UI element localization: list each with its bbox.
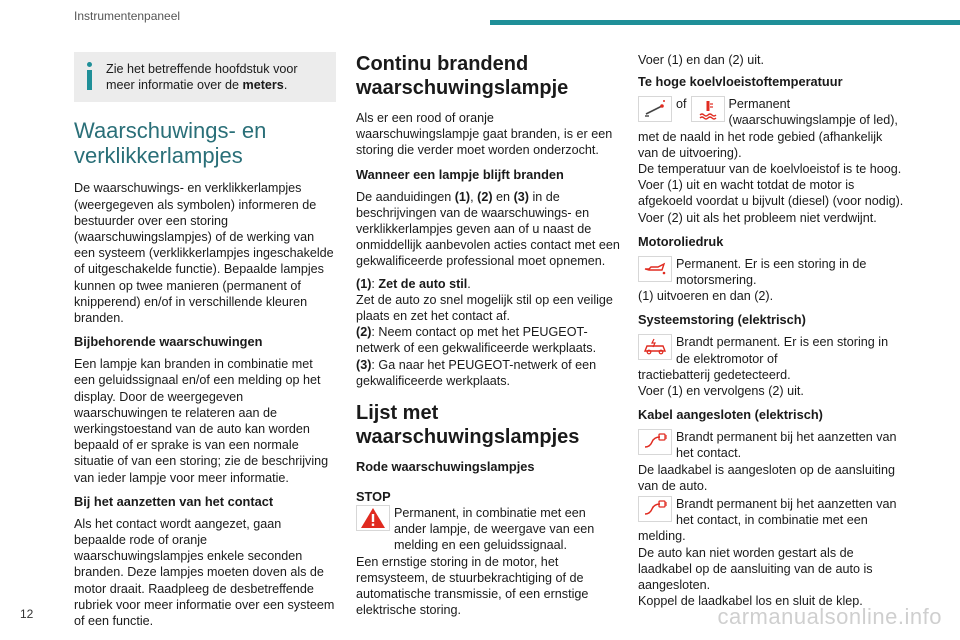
coolant-gauge-icon [638,96,672,122]
info-end: . [283,78,288,93]
section-title-continu: Continu brandend waarschuwingslampje [356,53,569,99]
stop-label: STOP [356,489,391,505]
list-key: (1) [356,276,372,291]
list-key: (2) [356,325,372,340]
text-run: , [470,189,478,204]
list-key: (3) [356,357,372,372]
paragraph-bijbehorende: Een lampje kan branden in combinatie met een geluidssignaal en/of een melding op het display. Door de weergegeven waarschuwingen te relateren aan de werkingstoestand van de auto kan worden bepaald of er sprake is van een normale situatie of van een storing; zie de beschrijving van ieder lampje voor meer informatie. [74,357,329,485]
list-item-1 [356,276,620,292]
list-item-2 [356,324,620,356]
cable-text-2: Brandt permanent bij het aanzetten van het contact, in combinatie met een [676,497,897,528]
page-number: 12 [20,607,34,621]
cable-p2: De auto kan niet worden gestart als de laadkabel op de aansluiting van de auto is aangesloten. [638,545,873,593]
oil-more: (1) uitvoeren en dan (2). [638,289,774,304]
heading-rode: Rode waarschuwingslampjes [356,459,535,475]
stop-row [356,505,620,554]
stop-warning-icon [356,505,390,531]
cable-row-1 [638,429,904,461]
oil-row [638,256,904,288]
list-text: : Neem contact op met het PEUGEOT-netwerk of een gekwalificeerde werkplaats. [356,325,597,356]
section-title-lijst: Lijst met waarschuwingslampjes [356,402,580,449]
list-end: . [467,276,471,291]
text-run-bold: (3) [513,189,529,204]
info-bold: meters [242,78,284,93]
coolant-p2: De temperatuur van de koelvloeistof is te hoog. [638,162,902,177]
column-2 [356,52,620,624]
info-icon [85,62,94,94]
stop-more: Een ernstige storing in de motor, het remsysteem, de stuurbekrachtiging of de automatische transmissie, of een ernstige elektrische storing. [356,554,589,618]
system-row [638,334,904,366]
heading-blijft-branden: Wanneer een lampje blijft branden [356,166,564,182]
system-more: tractiebatterij gedetecteerd. [638,367,791,382]
heading-bijbehorende: Bijbehorende waarschuwingen [74,334,263,350]
info-text: Zie het betreffende hoofdstuk voor meer informatie over de [106,62,298,93]
text-run: De aanduidingen [356,189,455,204]
heading-koelvloeistof: Te hoge koelvloeistoftemperatuur [638,74,843,90]
paragraph-aanzetten: Als het contact wordt aangezet, gaan bepaalde rode of oranje waarschuwingslampjes enkele seconden branden. Deze lampjes moeten doven als de motor draait. Raadpleeg de desbetreffende rubriek voor meer informatie over een systeem of een functie. [74,516,335,629]
oil-pressure-icon [638,256,672,282]
coolant-more: met de naald in het rode gebied (afhankelijk van de uitvoering). [638,129,883,160]
cable-row-2 [638,496,904,528]
coolant-p4: Voer (2) uit als het probleem niet verdwijnt. [638,210,877,225]
page-header-title: Instrumentenpaneel [74,9,181,23]
section-title-waarschuwings: Waarschuwings- en verklikkerlampjes [74,118,267,169]
charging-cable-icon [638,429,672,455]
coolant-p3: Voer (1) uit en wacht totdat de motor is afgekoeld voordat u bijvult (diesel) (voor nodig). [638,178,904,209]
cable-p3: Koppel de laadkabel los en sluit de klep. [638,594,863,609]
info-box [74,52,336,102]
list-colon: : [371,276,379,291]
paragraph-continu: Als er een rood of oranje waarschuwingslampje gaat branden, is er een storing die verder moet worden onderzocht. [356,111,613,158]
coolant-temperature-icon [691,96,725,122]
text-run-bold: (2) [477,189,493,204]
list-text: : Ga naar het PEUGEOT-netwerk of een gekwalificeerde werkplaats. [356,357,597,388]
system-text: Brandt permanent. Er is een storing in de elektromotor of [676,335,889,366]
coolant-row [638,96,904,128]
paragraph-aanduidingen [356,189,620,270]
stop-text: Permanent, in combinatie met een ander lampje, de weergave van een melding en een geluidssignaal. [394,506,595,553]
list-item-1-text: Zet de auto zo snel mogelijk stil op een veilige plaats en zet het contact af. [356,292,613,324]
intro-paragraph: De waarschuwings- en verklikkerlampjes (weergegeven als symbolen) informeren de bestuurder over een storing (waarschuwingslampjes) of de werking van een systeem (verklikkerlampjes ingeschakelde of uitgeschakelde functie). Bepaalde lampjes kunnen op twee manieren (permanent of knipperend) en/of in verschillende kleuren branden. [74,181,334,326]
coolant-perm: Permanent (waarschuwingslampje of led), [728,97,898,128]
heading-systeemstoring: Systeemstoring (elektrisch) [638,312,806,328]
watermark: carmanualsonline.info [717,604,942,629]
column-3 [638,52,904,615]
text-run: en [492,189,514,204]
text-run-bold: (1) [454,189,471,204]
heading-kabel: Kabel aangesloten (elektrisch) [638,407,823,423]
column-1 [74,52,336,635]
system-voer: Voer (1) en vervolgens (2) uit. [638,384,804,399]
list-item-3 [356,357,620,389]
voer-top: Voer (1) en dan (2) uit. [638,53,765,67]
list-bold: Zet de auto stil [378,276,468,291]
cable-more: melding. [638,529,686,544]
heading-aanzetten: Bij het aanzetten van het contact [74,493,274,509]
heading-motoroliedruk: Motoroliedruk [638,233,724,249]
text-run: in de beschrijvingen van de waarschuwings- en verklikkerlampjes geven aan of u naast de onmiddellijk aanbevolen acties contact met een gekwalificeerde professional moet opnemen. [356,189,620,269]
electric-car-fault-icon [638,334,672,360]
coolant-of: of [676,97,687,112]
cable-p1: De laadkabel is aangesloten op de aansluiting van de auto. [638,462,895,493]
oil-text: Permanent. Er is een storing in de motorsmering. [676,256,867,288]
cable-text-1: Brandt permanent bij het aanzetten van het contact. [676,430,897,461]
header-accent-bar [490,20,960,25]
charging-cable-icon [638,496,672,522]
